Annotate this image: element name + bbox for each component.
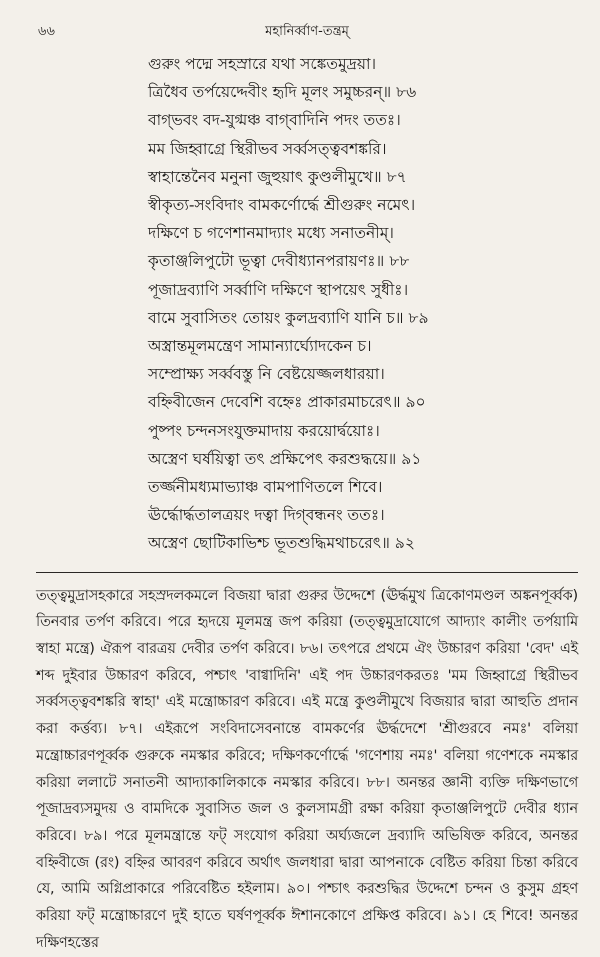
verse-line: অস্ত্রান্তমূলমন্ত্রেণ সামান্যার্ঘ্যোদকেন চ।	[148, 337, 372, 356]
verse-line: পূজাদ্রব্যাণি সর্ব্বাণি দক্ষিণে স্থাপয়েৎ সুধীঃ।	[148, 280, 409, 299]
verse-line: মম জিহ্বাগ্রে স্থিরীভব সর্ব্বসত্ত্ববশঙ্করি।	[148, 139, 387, 158]
verse-line: পুষ্পং চন্দনসংযুক্তমাদায় করয়োর্দ্বয়োঃ।	[148, 421, 380, 440]
bengali-commentary	[36, 583, 578, 957]
sanskrit-verses	[148, 50, 578, 558]
verse-line: অস্ত্রেণ ঘর্ষয়িত্বা তৎ প্রক্ষিপেৎ করশুদ্ধয়ে॥ ৯১	[148, 449, 422, 468]
verse-line: সম্প্রোক্ষ্য সর্ব্ববস্তু নি বেষ্টয়েজ্জলধারয়া।	[148, 365, 385, 384]
page-header	[36, 22, 578, 48]
verse-line: বামে সুবাসিতং তোয়ং কুলদ্রব্যাণি যানি চ॥ ৮৯	[148, 308, 429, 327]
verse-line: গুরুং পদ্মে সহস্রারে যথা সঙ্কেতমুদ্রয়া।	[148, 55, 377, 73]
section-divider	[36, 572, 578, 573]
verse-line: বহ্নিবীজেন দেবেশি বহ্নেঃ প্রাকারমাচরেৎ॥ ৯০	[148, 393, 426, 412]
running-title: মহানির্ব্বাণ-তন্ত্রম্	[265, 24, 349, 39]
verse-line: তর্জ্জনীমধ্যমাভ্যাঞ্চ বামপাণিতলে শিবে।	[148, 478, 383, 497]
commentary-paragraph: তত্ত্বমুদ্রাসহকারে সহস্রদলকমলে বিজয়া দ্বারা গুরুর উদ্দেশে (ঊর্দ্ধমুখ ত্রিকোণমণ্ডল অঙ্কনপূর্ব্বক) তিনবার তর্পণ করিবে। পরে হৃদয়ে মূলমন্ত্র জপ করিয়া (তত্ত্বমুদ্রাযোগে আদ্যাং কালীং তর্পয়ামি স্বাহা মন্ত্রে) ঐরূপ বারত্রয় দেবীর তর্পণ করিবে। ৮৬। তৎপরে প্রথমে ঐং উচ্চারণ করিয়া 'বেদ' এই শব্দ দুইবার উচ্চারণ করিবে, পশ্চাৎ 'বাগ্বাদিনি' এই পদ উচ্চারণকরতঃ 'মম জিহ্বাগ্রে স্থিরীভব সর্ব্বসত্ত্ববশঙ্করি স্বাহা' এই মন্ত্রোচ্চারণ করিবে। এই মন্ত্রে কুণ্ডলীমুখে বিজয়ার দ্বারা আহুতি প্রদান করা কর্ত্তব্য। ৮৭। এইরূপে সংবিদাসেবনান্তে বামকর্ণের ঊর্দ্ধদেশে 'শ্রীগুরবে নমঃ' বলিয়া মন্ত্রোচ্চারণপূর্ব্বক গুরুকে নমস্কার করিবে; দক্ষিণকর্ণোর্দ্ধে 'গণেশায় নমঃ' বলিয়া গণেশকে নমস্কার করিয়া ললাটে সনাতনী আদ্যাকালিকাকে নমস্কার করিবে। ৮৮। অনন্তর জ্ঞানী ব্যক্তি দক্ষিণভাগে পূজাদ্রব্যসমুদয় ও বামদিকে সুবাসিত জল ও কুলসামগ্রী রক্ষা করিয়া কৃতাঞ্জলিপুটে দেবীর ধ্যান করিবে। ৮৯। পরে মূলমন্ত্রান্তে ফট্ সংযোগ করিয়া অর্ঘ্যজলে দ্রব্যাদি অভিষিক্ত করিবে, অনন্তর বহ্নিবীজে (রং) বহ্নির আবরণ করিবে অর্থাৎ জলধারা দ্বারা আপনাকে বেষ্টিত করিয়া চিন্তা করিবে যে, আমি অগ্নিপ্রাকারে পরিবেষ্টিত হইলাম। ৯০। পশ্চাৎ করশুদ্ধির উদ্দেশে চন্দন ও কুসুম গ্রহণ করিয়া ফট্ মন্ত্রোচ্চারণে দুই হাতে ঘর্ষণপূর্ব্বক ঈশানকোণে প্রক্ষিপ্ত করিবে। ৯১। হে শিবে! অনন্তর দক্ষিণহস্তের	[36, 587, 578, 951]
verse-line: ত্রিধৈব তর্পয়েদ্দেবীং হৃদি মূলং সমুচ্চরন্॥ ৮৬	[148, 83, 417, 102]
verse-line: স্বীকৃত্য-সংবিদাং বামকর্ণোর্দ্ধে শ্রীগুরুং নমেৎ।	[148, 196, 416, 215]
verse-line: অস্ত্রেণ ছোটিকাভিশ্চ ভূতশুদ্ধিমথাচরেৎ॥ ৯২	[148, 534, 415, 553]
page-number: ৬৬	[38, 24, 55, 39]
verse-line: কৃতাঞ্জলিপুটো ভূত্বা দেবীধ্যানপরায়ণঃ॥ ৮৮	[148, 252, 410, 271]
verse-line: ঊর্দ্ধোর্দ্ধতালত্রয়ং দত্বা দিগ্‌বন্ধনং ততঃ।	[148, 506, 385, 525]
verse-line: দক্ষিণে চ গণেশানমাদ্যাং মধ্যে সনাতনীম্।	[148, 224, 394, 243]
verse-line: স্বাহান্তেনৈব মনুনা জুহুয়াৎ কুণ্ডলীমুখে॥ ৮৭	[148, 167, 407, 186]
verse-line: বাগ্‌ভবং বদ-যুগ্মঞ্চ বাগ্‌বাদিনি পদং ততঃ।	[148, 111, 401, 130]
